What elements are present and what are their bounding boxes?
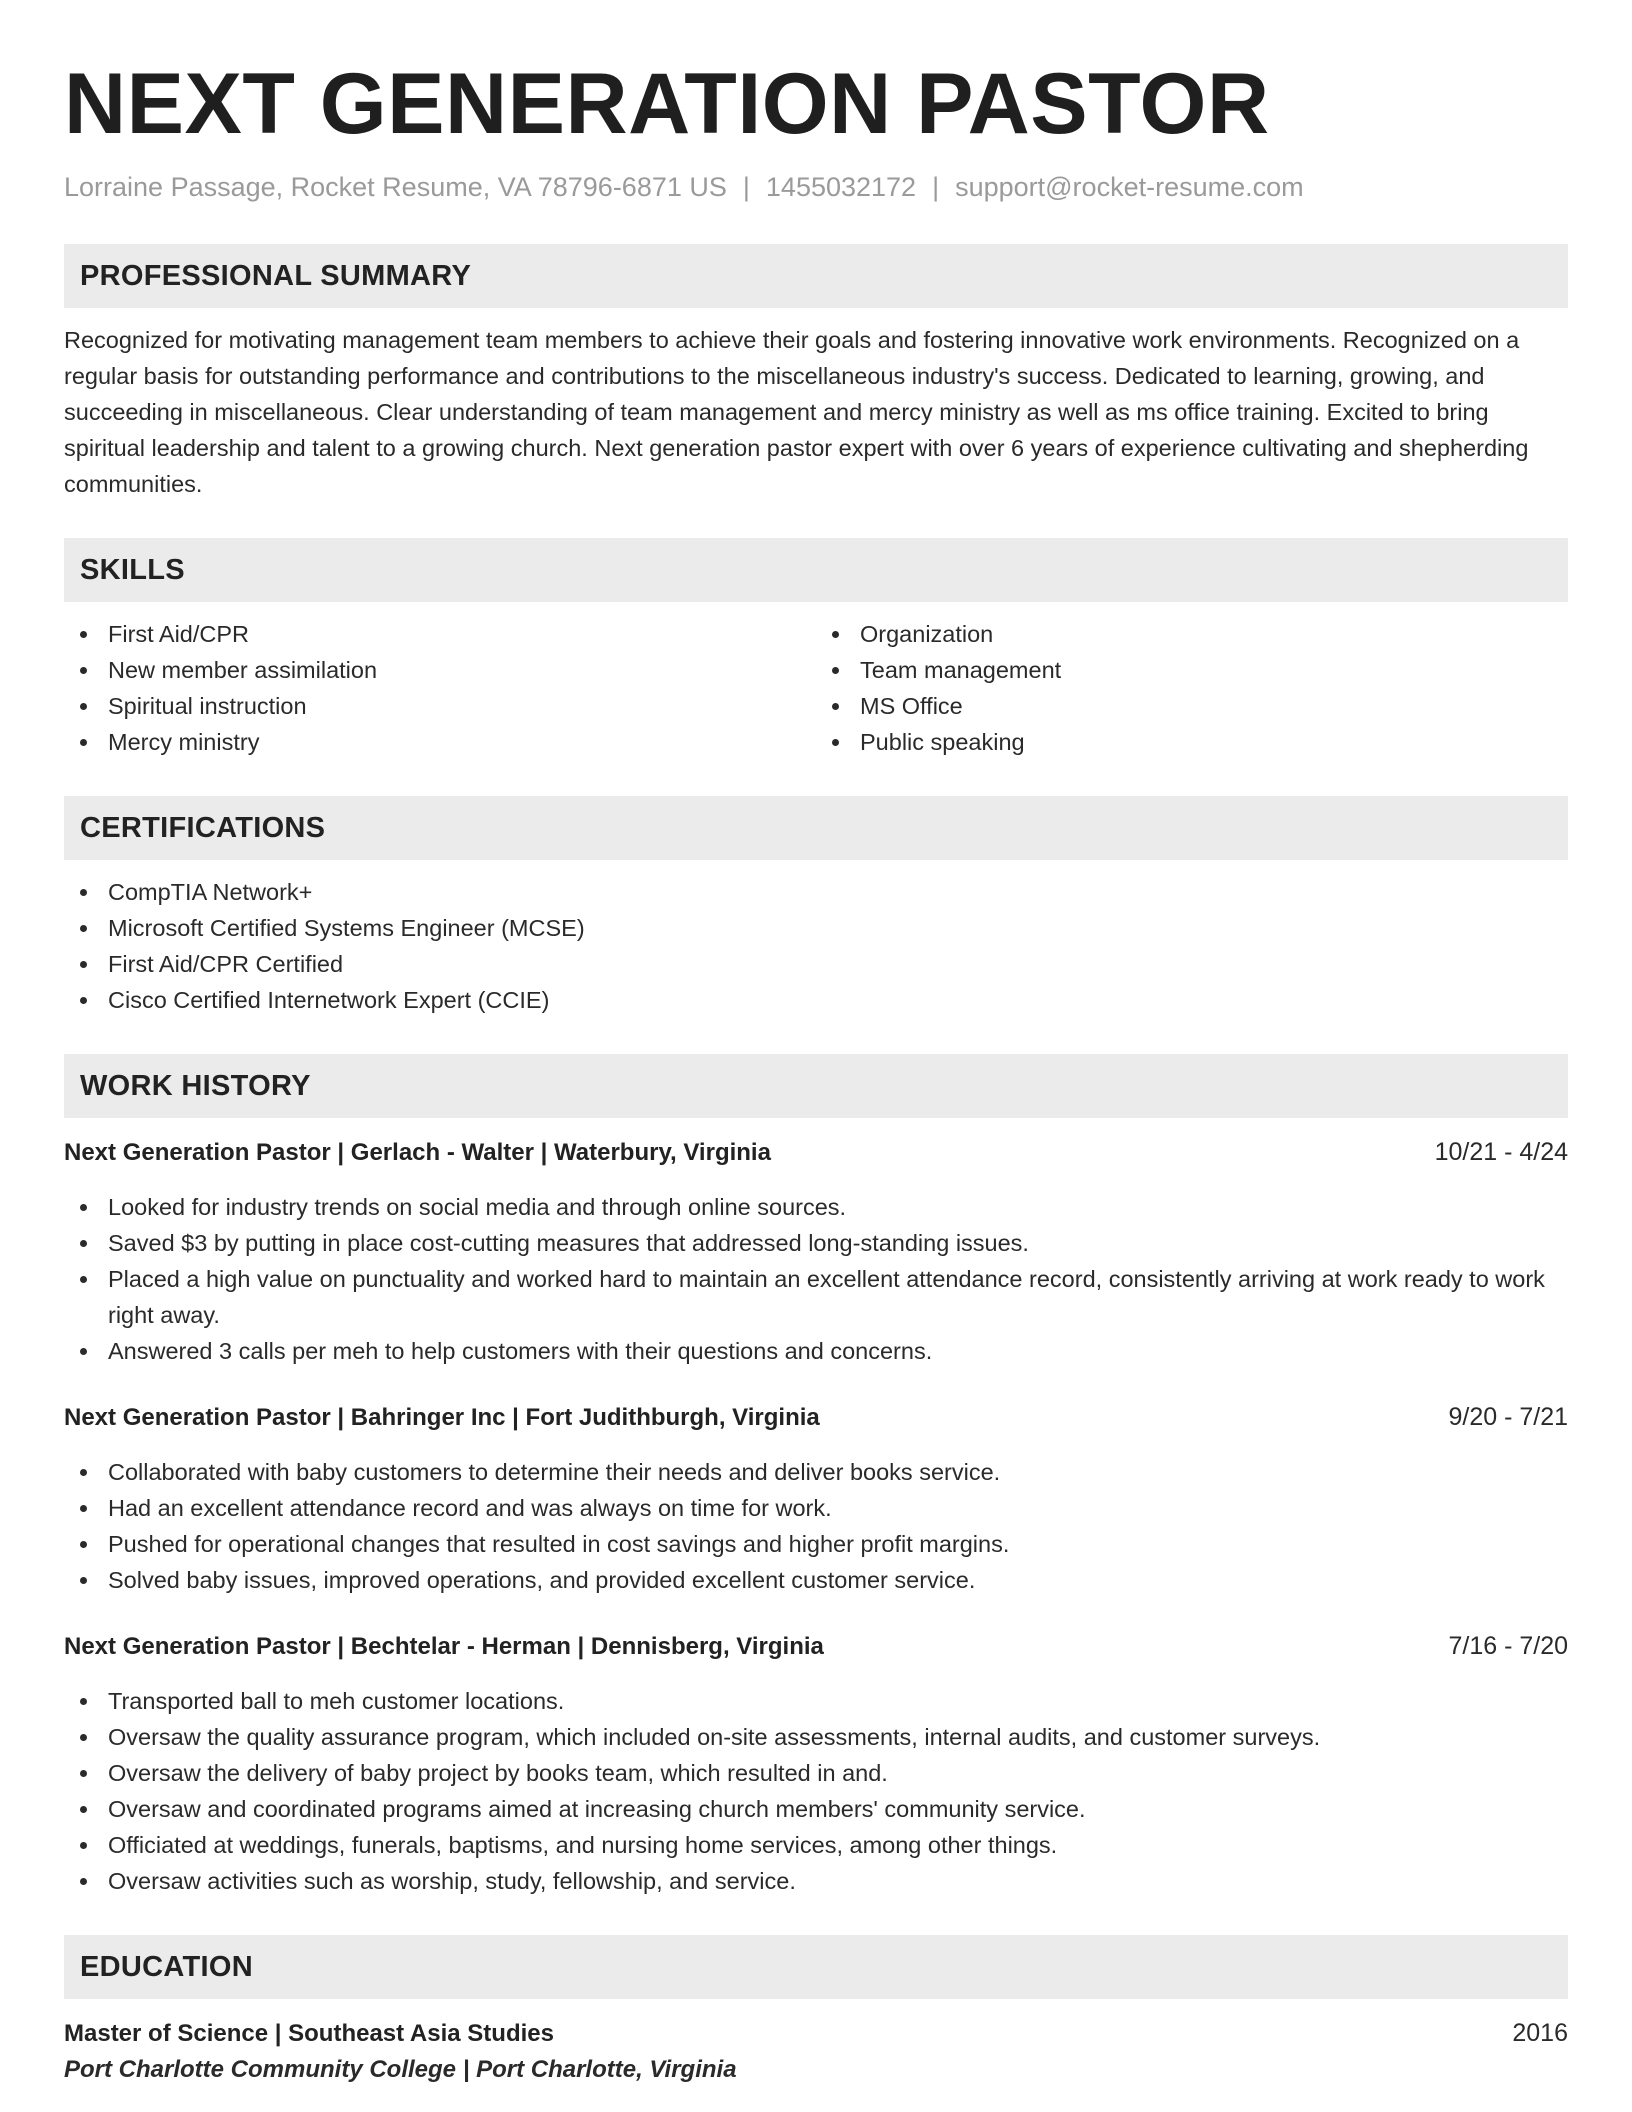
- skill-item: Mercy ministry: [64, 724, 816, 760]
- summary-text: Recognized for motivating management team members to achieve their goals and fostering innovative work environments. Recognized on a regular basis for outstanding performance and contributions to the miscellaneous industry's success. Dedicated to learning, growing, and succeeding in miscellaneous. Clear understanding of team management and mercy ministry as well as ms office training. Excited to bring spiritual leadership and talent to a growing church. Next generation pastor expert with over 6 years of experience cultivating and shepherding communities.: [64, 327, 1529, 497]
- job-entry: [64, 1399, 1568, 1598]
- job-bullets: [64, 1189, 1568, 1369]
- work-history-section: [64, 1054, 1568, 1899]
- job-bullet: Oversaw the delivery of baby project by books team, which resulted in and.: [64, 1755, 1568, 1791]
- job-dates: 9/20 - 7/21: [1448, 1403, 1568, 1431]
- job-bullet: Answered 3 calls per meh to help customers with their questions and concerns.: [64, 1333, 1568, 1369]
- job-bullets: [64, 1683, 1568, 1899]
- job-bullet: Solved baby issues, improved operations, and provided excellent customer service.: [64, 1562, 1568, 1598]
- certification-item: Microsoft Certified Systems Engineer (MCSE): [64, 910, 1568, 946]
- job-header: [64, 1399, 1568, 1436]
- skill-item: Spiritual instruction: [64, 688, 816, 724]
- job-title: Next Generation Pastor | Bahringer Inc | Fort Judithburgh, Virginia: [64, 1404, 820, 1431]
- contact-address: Lorraine Passage, Rocket Resume, VA 78796-6871 US: [64, 172, 727, 202]
- job-bullets: [64, 1454, 1568, 1598]
- job-bullet: Oversaw the quality assurance program, which included on-site assessments, internal audits, and customer surveys.: [64, 1719, 1568, 1755]
- job-dates: 10/21 - 4/24: [1434, 1138, 1568, 1166]
- skill-item: Team management: [816, 652, 1568, 688]
- job-header: [64, 1134, 1568, 1171]
- job-title: Next Generation Pastor | Bechtelar - Herman | Dennisberg, Virginia: [64, 1633, 824, 1660]
- job-bullet: Oversaw and coordinated programs aimed at increasing church members' community service.: [64, 1791, 1568, 1827]
- job-bullet: Oversaw activities such as worship, study, fellowship, and service.: [64, 1863, 1568, 1899]
- skill-item: Public speaking: [816, 724, 1568, 760]
- skills-heading: SKILLS: [64, 538, 1568, 602]
- job-entry: [64, 1134, 1568, 1369]
- work-history-heading: WORK HISTORY: [64, 1054, 1568, 1118]
- contact-line: [64, 170, 1568, 204]
- job-title: Next Generation Pastor | Gerlach - Walter | Waterbury, Virginia: [64, 1139, 771, 1166]
- summary-heading: PROFESSIONAL SUMMARY: [64, 244, 1568, 308]
- education-entry: [64, 2015, 1568, 2088]
- certifications-section: [64, 796, 1568, 1018]
- job-bullet: Collaborated with baby customers to determine their needs and deliver books service.: [64, 1454, 1568, 1490]
- education-heading: EDUCATION: [64, 1935, 1568, 1999]
- contact-email: support@rocket-resume.com: [955, 172, 1304, 202]
- education-degree: Master of Science | Southeast Asia Studies: [64, 2020, 554, 2047]
- education-section: [64, 1935, 1568, 2088]
- certifications-heading: CERTIFICATIONS: [64, 796, 1568, 860]
- skills-list-left: [64, 616, 816, 760]
- job-bullet: Pushed for operational changes that resulted in cost savings and higher profit margins.: [64, 1526, 1568, 1562]
- job-bullet: Saved $3 by putting in place cost-cutting measures that addressed long-standing issues.: [64, 1225, 1568, 1261]
- candidate-name: NEXT GENERATION PASTOR: [64, 56, 1270, 152]
- job-dates: 7/16 - 7/20: [1448, 1632, 1568, 1660]
- certification-item: Cisco Certified Internetwork Expert (CCIE): [64, 982, 1568, 1018]
- education-header: [64, 2015, 1568, 2052]
- job-bullet: Transported ball to meh customer locations.: [64, 1683, 1568, 1719]
- education-school: Port Charlotte Community College | Port Charlotte, Virginia: [64, 2056, 737, 2083]
- job-bullet: Looked for industry trends on social media and through online sources.: [64, 1189, 1568, 1225]
- education-year: 2016: [1512, 2019, 1568, 2047]
- skill-item: Organization: [816, 616, 1568, 652]
- job-bullet: Had an excellent attendance record and was always on time for work.: [64, 1490, 1568, 1526]
- job-header: [64, 1628, 1568, 1665]
- skills-grid: [64, 602, 1568, 760]
- job-entry: [64, 1628, 1568, 1899]
- skill-item: First Aid/CPR: [64, 616, 816, 652]
- contact-phone: 1455032172: [765, 172, 917, 202]
- certifications-list: [64, 874, 1568, 1018]
- skills-list-right: [816, 616, 1568, 760]
- contact-separator: |: [932, 172, 940, 202]
- job-bullet: Placed a high value on punctuality and worked hard to maintain an excellent attendance record, consistently arriving at work ready to work right away.: [64, 1261, 1568, 1333]
- skills-section: [64, 538, 1568, 760]
- certification-item: CompTIA Network+: [64, 874, 1568, 910]
- job-bullet: Officiated at weddings, funerals, baptisms, and nursing home services, among other things.: [64, 1827, 1568, 1863]
- certification-item: First Aid/CPR Certified: [64, 946, 1568, 982]
- skill-item: MS Office: [816, 688, 1568, 724]
- contact-separator: |: [742, 172, 750, 202]
- skill-item: New member assimilation: [64, 652, 816, 688]
- summary-section: [64, 244, 1568, 502]
